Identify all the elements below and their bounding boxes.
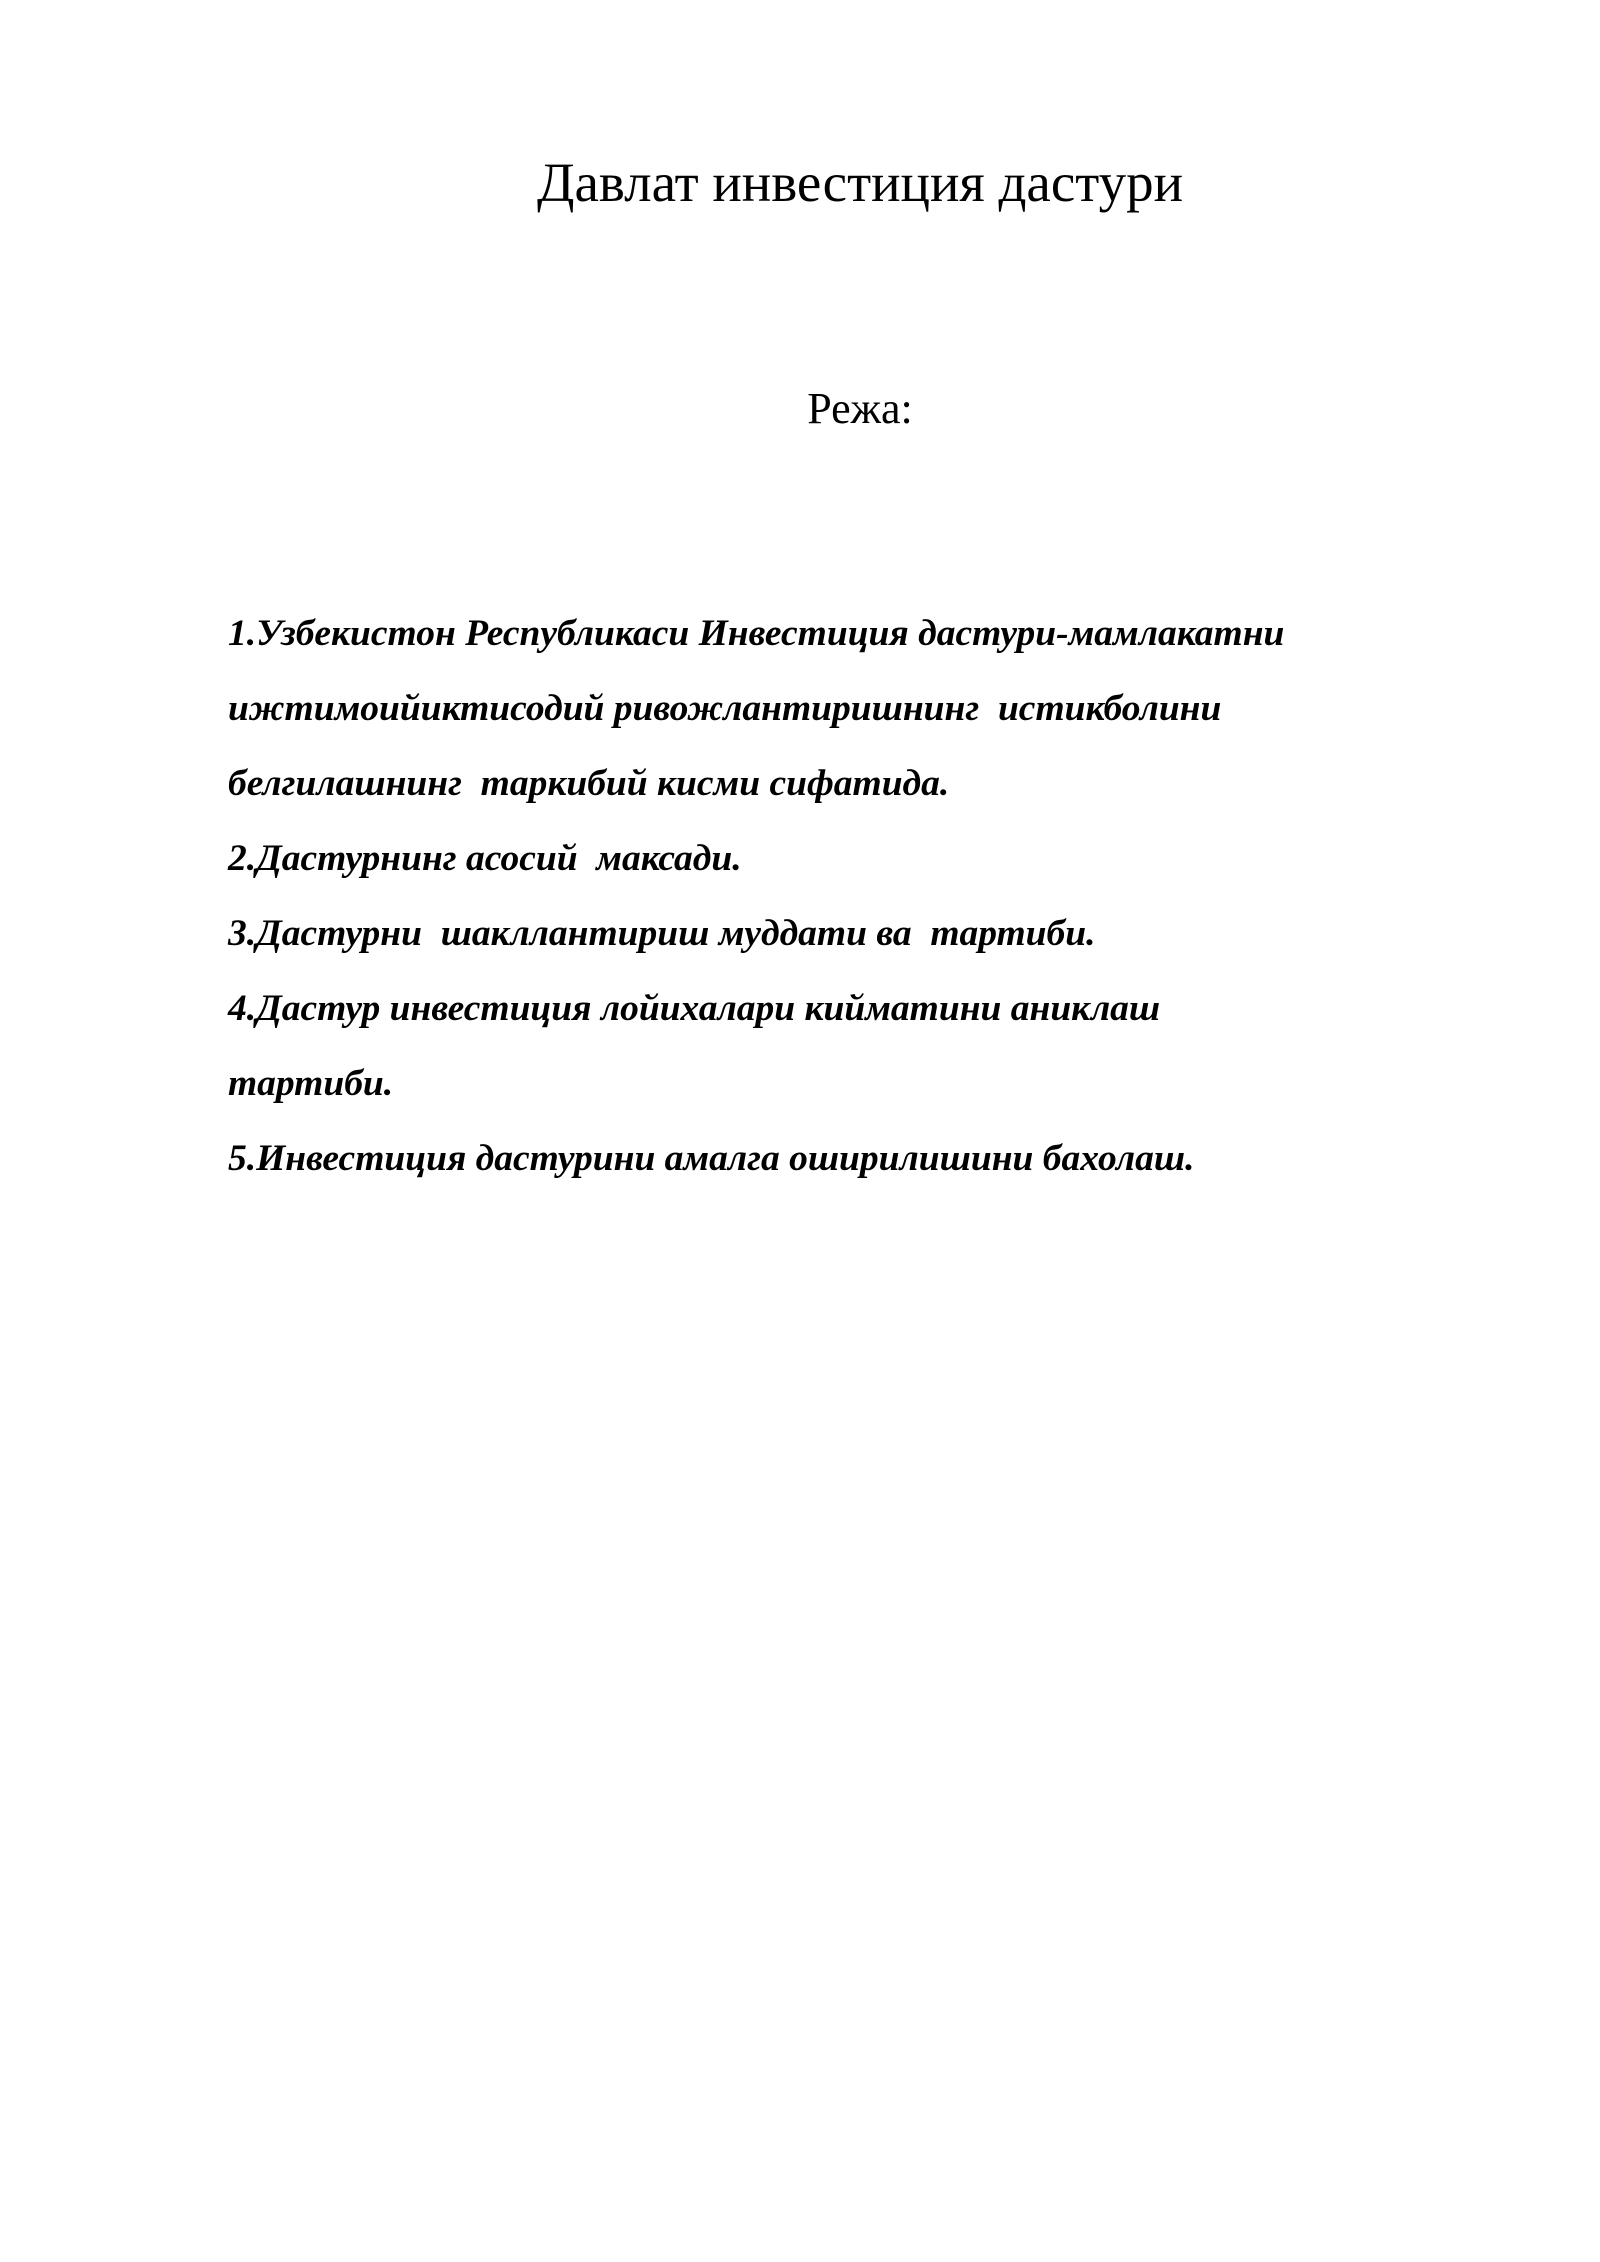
plan-line: 5.Инвестиция дастурини амалга оширилишини бахолаш. xyxy=(228,1138,1195,1179)
plan-line: 2.Дастурнинг асосий максади. xyxy=(228,838,742,879)
plan-list xyxy=(228,596,1528,1196)
plan-line: 1.Узбекистон Республикаси Инвестиция дастури-мамлакатни xyxy=(228,613,1285,654)
plan-line: ижтимоийиктисодий ривожлантиришнинг истикболини xyxy=(228,688,1222,729)
plan-line: 4.Дастур инвестиция лойихалари кийматини аниклаш xyxy=(228,988,1161,1029)
page-title: Давлат инвестиция дастури xyxy=(536,152,1184,213)
plan-heading: Режа: xyxy=(807,384,913,433)
plan-line: тартиби. xyxy=(228,1063,394,1104)
plan-line: 3.Дастурни шакллантириш муддати ва тартиби. xyxy=(228,913,1096,954)
plan-line: белгилашнинг таркибий кисми сифатида. xyxy=(228,763,950,804)
